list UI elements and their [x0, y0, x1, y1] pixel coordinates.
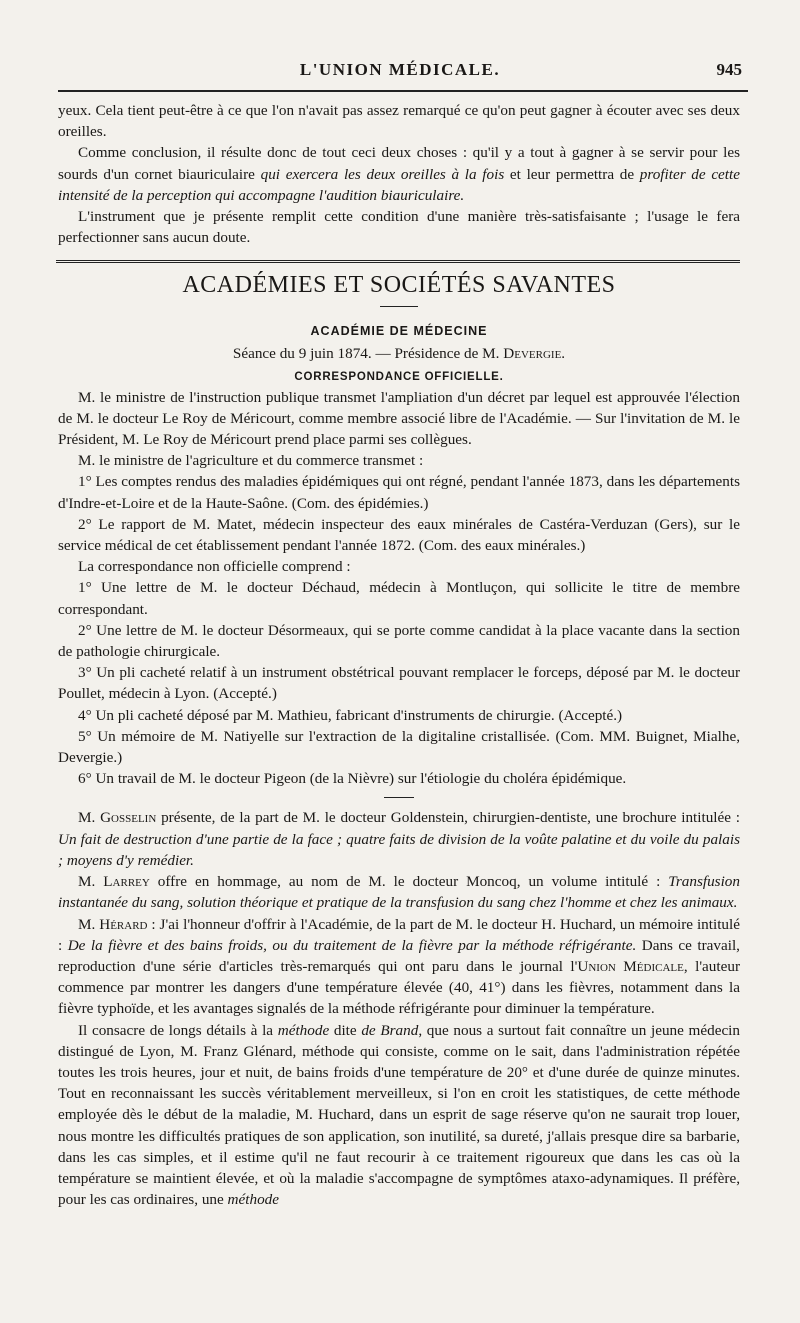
intro-text-2a: Comme conclusion, il résulte donc de tout ceci deux choses : qu'il y a tout à gagner à se servir pour les sourds d'un cornet biauriculaire	[58, 144, 740, 183]
speaker-gosselin: Gosselin	[100, 809, 157, 827]
speaker-herard: Hérard	[99, 915, 148, 933]
final-text-c: dite	[329, 1021, 362, 1039]
title-rule	[380, 306, 418, 307]
session-period: .	[561, 345, 566, 363]
intro-paragraph-3	[58, 206, 740, 248]
herard-text-a: : J'ai l'honneur d'offrir à l'Académie, de la part de M. le docteur H. Huchard, un mémoire intitulé :	[58, 915, 740, 954]
presentation-larrey: M. Larrey offre en hommage, au nom de M. le docteur Moncoq, un volume intitulé : Transfusion instantanée du sang, solution théorique et pratique de la transfusion du sang chez l'homme et chez les animaux.	[58, 873, 740, 912]
presentation-herard: M. Hérard : J'ai l'honneur d'offrir à l'Académie, de la part de M. le docteur H. Huchard, un mémoire intitulé : De la fièvre et des bains froids, ou du traitement de la fièvre par la méthode réfrigérante. Dans ce travail, reproduction d'une série d'articles très-remarqués qui ont paru dans le journal l'Union Médicale, l'auteur commence par montrer les dangers d'une température élevée (40, 41°) dans les fièvres, notamment dans la fièvre typhoïde, et les avantages signalés de la méthode réfrigérante pour diminuer la température.	[58, 915, 741, 1018]
body-paragraph-8: 3° Un pli cacheté relatif à un instrument obstétrical pouvant remplacer le forceps, déposé par M. le docteur Poullet, médecin à Lyon. (Accepté.)	[58, 664, 740, 703]
final-paragraph	[58, 1020, 740, 1211]
final-text-a: Il consacre de longs détails à la	[78, 1021, 278, 1039]
larrey-text: offre en hommage, au nom de M. le docteur Moncoq, un volume intitulé :	[149, 873, 669, 891]
body-paragraph-7: 2° Une lettre de M. le docteur Désormeaux, qui se porte comme candidat à la place vacante dans la section de pathologie chirurgicale.	[58, 621, 740, 661]
body-paragraph-3: 1° Les comptes rendus des maladies épidémiques qui ont régné, pendant l'année 1873, dans les départements d'Indre-et-Loire et de la Haute-Saône. (Com. des épidémies.)	[58, 473, 740, 512]
intro-paragraph-1	[58, 100, 740, 142]
session-president: Devergie	[503, 345, 562, 363]
subsection-title: ACADÉMIE DE MÉDECINE	[310, 324, 488, 339]
section-title: ACADÉMIES ET SOCIÉTÉS SAVANTES	[182, 272, 616, 299]
paragraph-separator	[384, 797, 414, 798]
intro-paragraph-2	[58, 142, 740, 206]
gosselin-text: présente, de la part de M. le docteur Goldenstein, chirurgien-dentiste, une brochure intitulée :	[156, 809, 740, 827]
page-header	[58, 60, 742, 86]
final-text-f: méthode	[227, 1191, 279, 1209]
body-paragraph-6: 1° Une lettre de M. le docteur Déchaud, médecin à Montluçon, qui sollicite le titre de membre correspondant.	[58, 579, 740, 618]
intro-text-1: yeux. Cela tient peut-être à ce que l'on n'avait pas assez remarqué ce qu'on peut gagner à écouter avec ses deux oreilles.	[58, 102, 740, 141]
herard-text-d: , l'auteur commence par montrer les dangers d'une température élevée (40, 41°) dans les fièvres, notamment dans la fièvre typhoïde, et les avantages signalés de la méthode réfrigérante pour diminuer la température.	[58, 957, 741, 1018]
body-paragraph-4: 2° Le rapport de M. Matet, médecin inspecteur des eaux minérales de Castéra-Verduzan (Gers), sur le service médical de cet établissement pendant l'année 1872. (Com. des eaux minérales.)	[58, 515, 740, 555]
presentation-gosselin: M. Gosselin présente, de la part de M. le docteur Goldenstein, chirurgien-dentiste, une brochure intitulée : Un fait de destruction d'une partie de la face ; quatre faits de division de la voûte palatine et du voile du palais ; moyens d'y remédier.	[58, 809, 740, 869]
speaker-larrey: Larrey	[103, 873, 150, 891]
intro-text-2c: et leur permettra de	[504, 165, 640, 183]
body-paragraph-9: 4° Un pli cacheté déposé par M. Mathieu, fabricant d'instruments de chirurgie. (Accepté.)	[78, 706, 623, 724]
final-text-e: , que nous a surtout fait connaître un jeune médecin distingué de Lyon, M. Franz Glénard, méthode qui consiste, comme on le sait, dans l'administration répétée toutes les trois heures, jour et nuit, de bains froids d'une température de 20° et d'une durée de quinze minutes. Tout en reconnaissant les succès véritablement merveilleux, si l'on en croit les statistiques, de cette méthode employée dès le début de la maladie, M. Huchard, dans un esprit de sage réserve qu'on ne saurait trop louer, nous montre les difficultés pratiques de son application, son inutilité, sa dureté, j'allais presque dire sa barbarie, dans les cas simples, et il estime qu'il ne faut recourir à ce traitement rigoureux que dans les cas où la température se maintient élevée, et où la maladie s'accompagne de symptômes ataxo-adynamiques. Il préfère, pour les cas ordinaires, une	[58, 1021, 741, 1209]
session-line	[58, 343, 740, 364]
herard-title: De la fièvre et des bains froids, ou du traitement de la fièvre par la méthode réfrigérante.	[67, 936, 637, 954]
intro-text-2b: qui exercera les deux oreilles à la fois	[260, 165, 505, 183]
final-text-b: méthode	[277, 1021, 330, 1039]
body-paragraph-11: 6° Un travail de M. le docteur Pigeon (de la Nièvre) sur l'étiologie du choléra épidémique.	[78, 770, 627, 788]
larrey-title: Transfusion instantanée du sang, solution théorique et pratique de la transfusion du sang chez l'homme et chez les animaux.	[58, 873, 740, 912]
intro-text-3: L'instrument que je présente remplit cette condition d'une manière très-satisfaisante ; l'usage le fera perfectionner sans aucun doute.	[58, 208, 740, 247]
final-text-d: de Brand	[361, 1021, 419, 1039]
journal-name: Union Médicale	[577, 957, 684, 975]
session-text: Séance du 9 juin 1874. — Présidence de M.	[232, 345, 504, 363]
gosselin-title: Un fait de destruction d'une partie de la face ; quatre faits de division de la voûte palatine et du voile du palais ; moyens d'y remédier.	[58, 830, 740, 869]
official-correspondence-heading: CORRESPONDANCE OFFICIELLE.	[294, 370, 504, 383]
herard-text-c: Dans ce travail, reproduction d'une série d'articles très-remarqués qui ont paru dans le journal l'	[58, 936, 740, 975]
header-rule	[58, 90, 748, 92]
section-divider	[56, 260, 740, 263]
body-paragraph-10: 5° Un mémoire de M. Natiyelle sur l'extraction de la digitaline cristallisée. (Com. MM. Buignet, Mialhe, Devergie.)	[58, 727, 740, 767]
body-paragraph-5: La correspondance non officielle comprend :	[78, 558, 351, 576]
page-number: 945	[716, 60, 742, 79]
body-paragraph-2: M. le ministre de l'agriculture et du commerce transmet :	[78, 452, 424, 470]
running-title: L'UNION MÉDICALE.	[299, 60, 501, 79]
body-paragraph-1: M. le ministre de l'instruction publique transmet l'ampliation d'un décret par lequel est approuvée l'élection de M. le docteur Le Roy de Méricourt, comme membre associé libre de l'Académie. — Sur l'invitation de M. le Président, M. Le Roy de Méricourt prend place parmi ses collègues.	[58, 388, 740, 449]
article-body	[58, 100, 740, 1210]
intro-text-2d: profiter de cette intensité de la perception qui accompagne l'audition biauriculaire.	[58, 165, 740, 204]
